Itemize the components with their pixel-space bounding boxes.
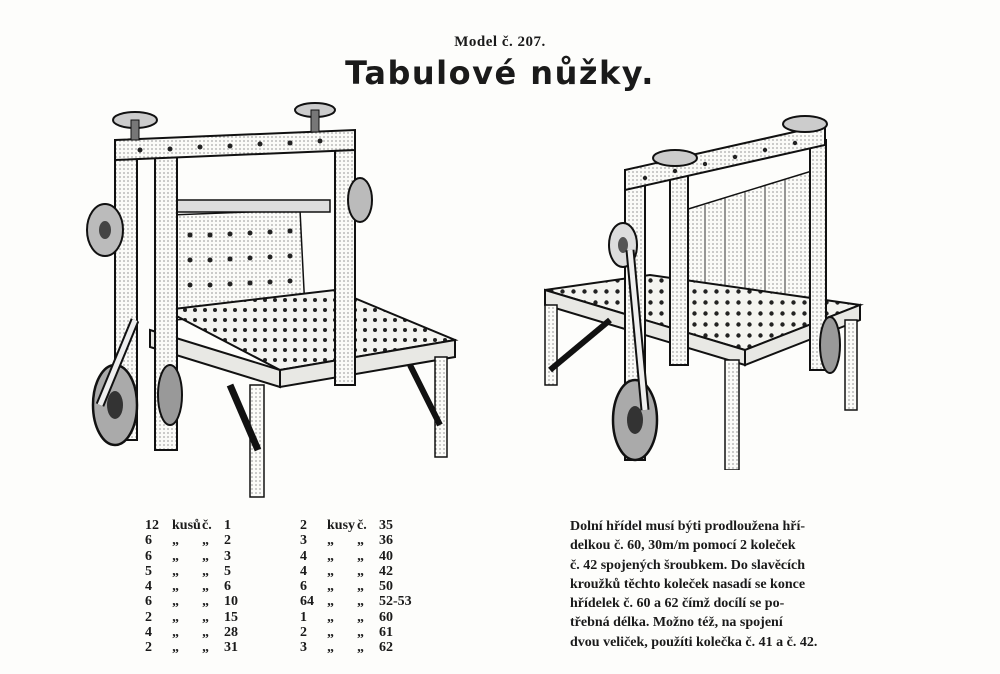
part-quantity: 1 [300, 609, 307, 625]
part-prefix: „ [202, 609, 209, 625]
part-prefix: „ [357, 609, 364, 625]
part-unit: „ [327, 594, 334, 610]
part-unit: „ [172, 594, 179, 610]
part-prefix: „ [357, 533, 364, 549]
part-prefix: „ [202, 533, 209, 549]
part-number: 40 [379, 548, 393, 564]
parts-row [300, 549, 412, 564]
part-number: 50 [379, 579, 393, 595]
part-unit: „ [327, 625, 334, 641]
part-quantity: 5 [145, 563, 152, 579]
part-number: 62 [379, 640, 393, 656]
parts-row [300, 640, 412, 655]
part-prefix: „ [357, 640, 364, 656]
part-quantity: 64 [300, 594, 314, 610]
assembly-note [570, 517, 840, 652]
part-prefix: č. [357, 518, 367, 533]
part-prefix: „ [357, 594, 364, 610]
parts-row [300, 518, 412, 533]
part-unit: „ [327, 640, 334, 656]
part-number: 52-53 [379, 594, 412, 610]
shears-model-side-view [535, 110, 870, 470]
part-quantity: 4 [300, 563, 307, 579]
parts-row [300, 564, 412, 579]
parts-row [145, 640, 238, 655]
part-number: 1 [224, 518, 231, 533]
part-prefix: „ [357, 548, 364, 564]
parts-list-left [145, 518, 238, 656]
parts-row [300, 579, 412, 594]
part-number: 3 [224, 548, 231, 564]
part-unit: „ [327, 609, 334, 625]
parts-row [145, 625, 238, 640]
parts-row [145, 564, 238, 579]
part-prefix: „ [357, 625, 364, 641]
part-unit: „ [172, 579, 179, 595]
part-unit: kusů [172, 518, 201, 533]
part-quantity: 2 [300, 625, 307, 641]
part-number: 31 [224, 640, 238, 656]
note-line: delkou č. 60, 30m/m pomocí 2 koleček [570, 538, 796, 554]
part-number: 2 [224, 533, 231, 549]
part-prefix: „ [202, 548, 209, 564]
part-number: 6 [224, 579, 231, 595]
part-number: 10 [224, 594, 238, 610]
parts-row [145, 549, 238, 564]
parts-row [300, 533, 412, 548]
part-quantity: 2 [300, 518, 307, 533]
parts-row [145, 610, 238, 625]
parts-row [145, 594, 238, 609]
parts-row [300, 594, 412, 609]
part-quantity: 6 [145, 594, 152, 610]
part-quantity: 4 [300, 548, 307, 564]
part-unit: „ [327, 533, 334, 549]
note-line: hřídelek č. 60 a 62 čímž docílí se po- [570, 596, 785, 612]
note-line: dvou veliček, použíti kolečka č. 41 a č. 42. [570, 634, 818, 650]
note-line: Dolní hřídel musí býti prodloužena hří- [570, 519, 806, 534]
note-line: třebná délka. Možno též, na spojení [570, 615, 783, 631]
part-quantity: 3 [300, 533, 307, 549]
part-unit: „ [172, 609, 179, 625]
part-unit: „ [172, 533, 179, 549]
part-quantity: 4 [145, 625, 152, 641]
part-number: 60 [379, 609, 393, 625]
part-unit: „ [172, 625, 179, 641]
part-quantity: 4 [145, 579, 152, 595]
part-number: 36 [379, 533, 393, 549]
part-unit: „ [172, 548, 179, 564]
part-quantity: 3 [300, 640, 307, 656]
parts-row [145, 533, 238, 548]
part-number: 61 [379, 625, 393, 641]
part-quantity: 2 [145, 640, 152, 656]
parts-row [300, 625, 412, 640]
part-prefix: „ [202, 579, 209, 595]
part-number: 28 [224, 625, 238, 641]
part-quantity: 2 [145, 609, 152, 625]
part-quantity: 6 [145, 548, 152, 564]
note-line: č. 42 spojených šroubkem. Do slavěcích [570, 557, 806, 573]
parts-row [145, 518, 238, 533]
part-prefix: č. [202, 518, 212, 533]
part-prefix: „ [357, 563, 364, 579]
part-unit: „ [327, 579, 334, 595]
part-number: 35 [379, 518, 393, 533]
part-unit: „ [327, 548, 334, 564]
part-quantity: 6 [145, 533, 152, 549]
part-unit: „ [327, 563, 334, 579]
part-number: 5 [224, 563, 231, 579]
part-prefix: „ [202, 563, 209, 579]
part-prefix: „ [202, 640, 209, 656]
part-prefix: „ [202, 625, 209, 641]
parts-list-right [300, 518, 412, 656]
part-quantity: 6 [300, 579, 307, 595]
parts-row [145, 579, 238, 594]
part-number: 42 [379, 563, 393, 579]
part-number: 15 [224, 609, 238, 625]
shears-model-front-view [70, 95, 470, 505]
part-unit: „ [172, 640, 179, 656]
model-number: Model č. 207. [454, 34, 546, 50]
part-quantity: 12 [145, 518, 159, 533]
part-prefix: „ [202, 594, 209, 610]
note-line: kroužků těchto koleček nasadí se konce [570, 576, 806, 592]
page-title: Tabulové nůžky. [345, 54, 655, 92]
part-prefix: „ [357, 579, 364, 595]
parts-row [300, 610, 412, 625]
part-unit: „ [172, 563, 179, 579]
part-unit: kusy [327, 518, 356, 533]
